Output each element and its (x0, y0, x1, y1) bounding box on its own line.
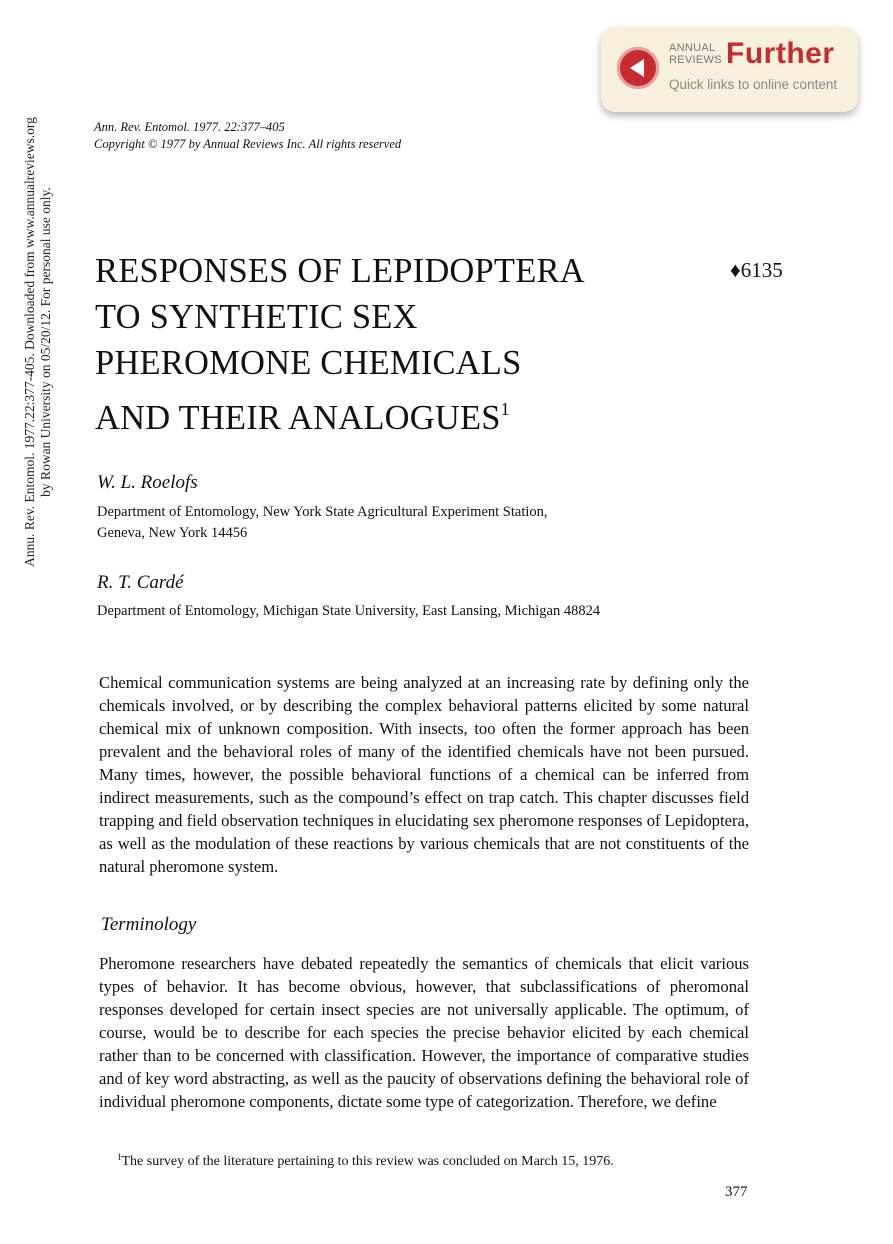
footnote: $^1$The survey of the literature pertaining to this review was concluded on March 15, 1976. (117, 1152, 614, 1169)
annual-reviews-logo-text: ANNUAL REVIEWS (669, 42, 722, 66)
footnote-mark: 1 (117, 1152, 122, 1162)
page-number: 377 (725, 1184, 748, 1200)
further-subtitle: Quick links to online content (669, 77, 838, 92)
title-line: AND THEIR ANALOGUES$^1$ (95, 399, 510, 437)
citation (94, 119, 401, 153)
citation-line: Ann. Rev. Entomol. 1977. 22:377–405 (94, 120, 285, 134)
intro-paragraph: Chemical communication systems are being analyzed at an increasing rate by defining only the chemicals involved, or by describing the complex behavioral patterns elicited by some natural chemical mix of unknown composition. With insects, too often the former approach has been prevalent and the behavioral roles of many of the identified chemicals have not been pursued. Many times, however, the possible behavioral functions of a chemical can be inferred from indirect measurements, such as the compound’s effect on trap catch. This chapter discusses field trapping and field observation techniques in elucidating sex pheromone responses of Lepidoptera, as well as the modulation of these reactions by various chemicals that are not constituents of the natural pheromone system. (99, 673, 749, 876)
title-line: TO SYNTHETIC SEX (95, 298, 418, 336)
further-badge[interactable] (601, 27, 858, 112)
download-side-note: Annu. Rev. Entomol. 1977.22:377-405. Downloaded from www.annualreviews.org by Rowan University on 05/20/12. For personal use only. (22, 117, 53, 567)
terminology-paragraph: Pheromone researchers have debated repeatedly the semantics of chemicals that elicit various types of behavior. It has become obvious, however, that subclassifications of pheromonal responses developed for certain insect species are not universally applicable. The optimum, of course, would be to describe for each species the precise behavior elicited by each chemical rather than to be concerned with classification. However, the importance of comparative studies and of key word abstracting, as well as the paucity of observations defining the behavioral role of individual pheromone components, dictate some type of categorization. Therefore, we define (99, 954, 749, 1111)
author-name: R. T. Cardé (97, 572, 184, 593)
article-code: ♦6135 (730, 258, 783, 282)
further-wordmark: Further (726, 37, 835, 70)
further-play-icon (617, 47, 659, 89)
author-affiliation: Department of Entomology, New York State Agricultural Experiment Station, Geneva, New York 14456 (97, 504, 548, 541)
section-heading: Terminology (101, 914, 197, 935)
copyright-line: Copyright © 1977 by Annual Reviews Inc. All rights reserved (94, 137, 402, 151)
author-name: W. L. Roelofs (97, 472, 198, 493)
title-line: PHEROMONE CHEMICALS (95, 344, 522, 382)
article-title (95, 248, 585, 441)
author-affiliation: Department of Entomology, Michigan State University, East Lansing, Michigan 48824 (97, 603, 601, 619)
title-line: RESPONSES OF LEPIDOPTERA (95, 252, 585, 290)
title-footnote-mark: 1 (500, 399, 510, 419)
